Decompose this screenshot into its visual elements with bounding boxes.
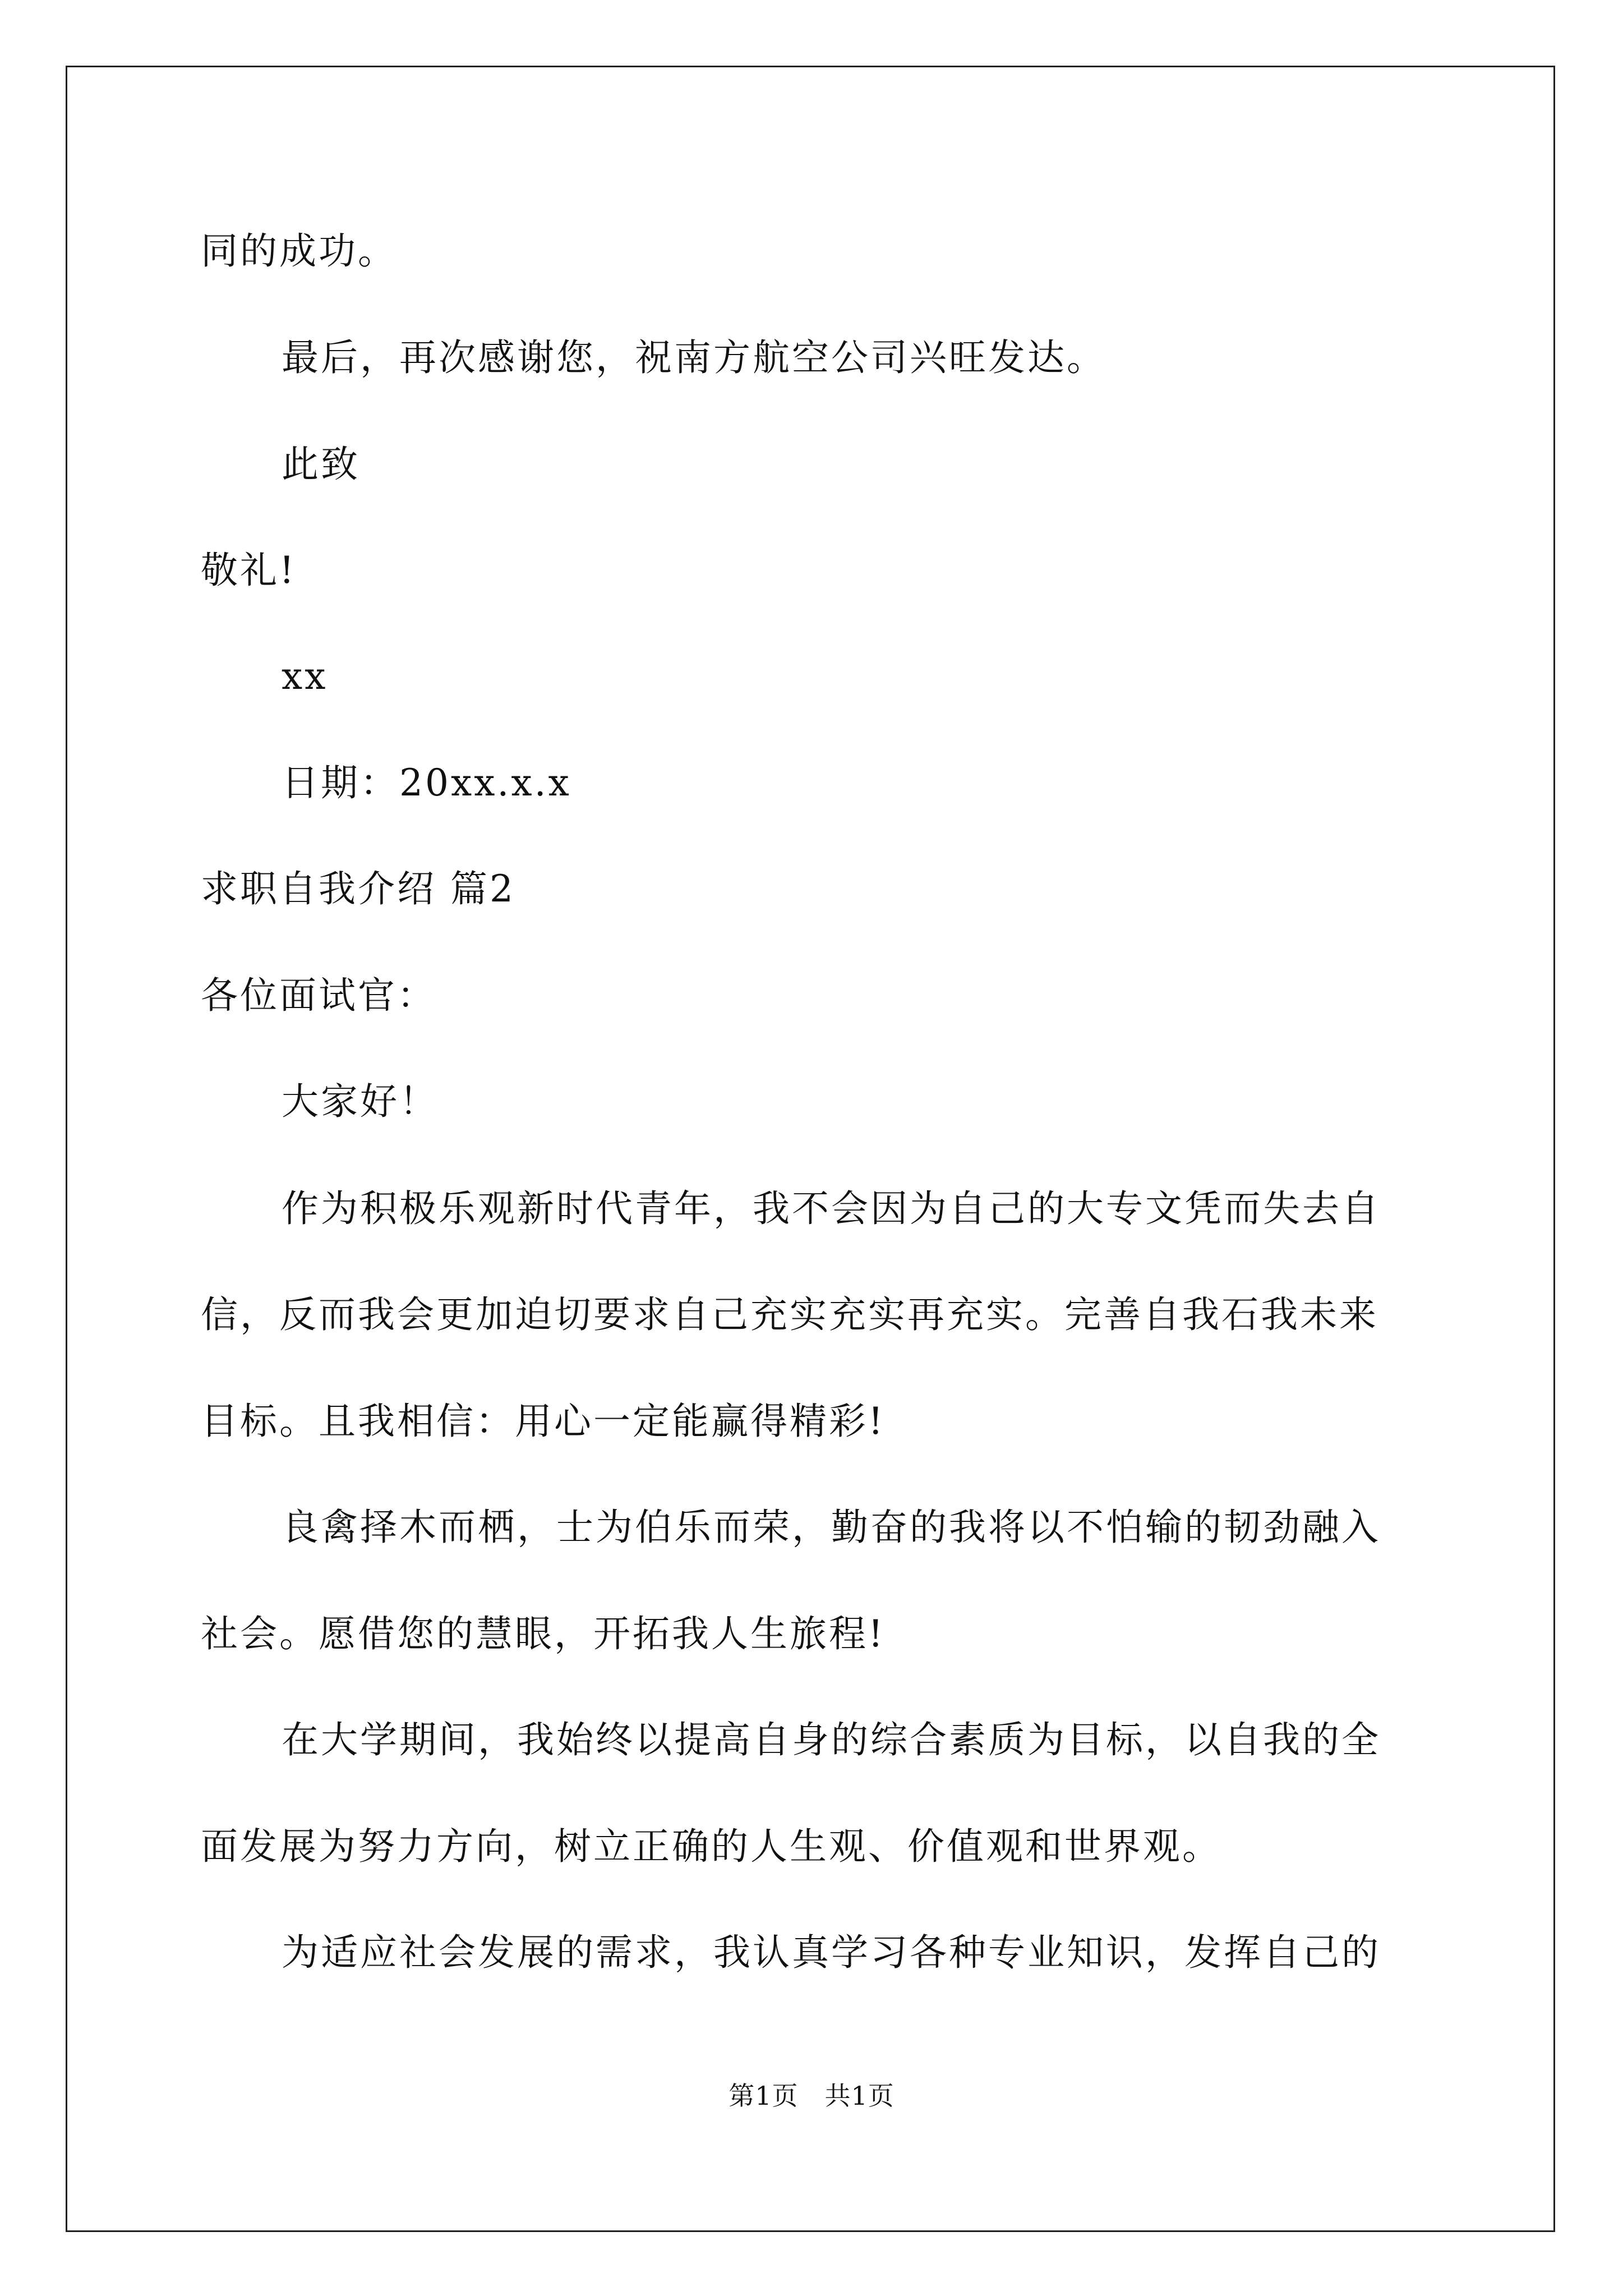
text-line: 各位面试官：	[201, 974, 436, 1017]
text-line: 日期：20xx.x.x	[282, 761, 571, 804]
text-line: 敬礼!	[201, 549, 297, 592]
text-line: 最后，再次感谢您，祝南方航空公司兴旺发达。	[282, 336, 1106, 379]
text-line: xx	[282, 655, 328, 698]
section-heading: 求职自我介绍 篇2	[201, 867, 515, 910]
text-line: 信，反而我会更加迫切要求自己充实充实再充实。完善自我石我未来	[201, 1293, 1378, 1336]
page-frame	[66, 66, 1555, 2232]
text-line: 同的成功。	[201, 229, 397, 273]
text-line: 作为积极乐观新时代青年，我不会因为自己的大专文凭而失去自	[282, 1187, 1381, 1230]
text-line: 面发展为努力方向，树立正确的人生观、价值观和世界观。	[201, 1825, 1221, 1868]
text-line: 良禽择木而栖，士为伯乐而荣，勤奋的我将以不怕输的韧劲融入	[282, 1506, 1381, 1549]
text-line: 为适应社会发展的需求，我认真学习各种专业知识，发挥自己的	[282, 1931, 1381, 1974]
text-line: 在大学期间，我始终以提高自身的综合素质为目标，以自我的全	[282, 1718, 1381, 1761]
page-number-footer: 第1页 共1页	[728, 2081, 895, 2111]
text-line: 社会。愿借您的慧眼，开拓我人生旅程!	[201, 1612, 886, 1655]
text-line: 大家好！	[282, 1080, 439, 1123]
text-line: 此致	[282, 443, 360, 486]
text-line: 目标。且我相信：用心一定能赢得精彩!	[201, 1400, 886, 1443]
